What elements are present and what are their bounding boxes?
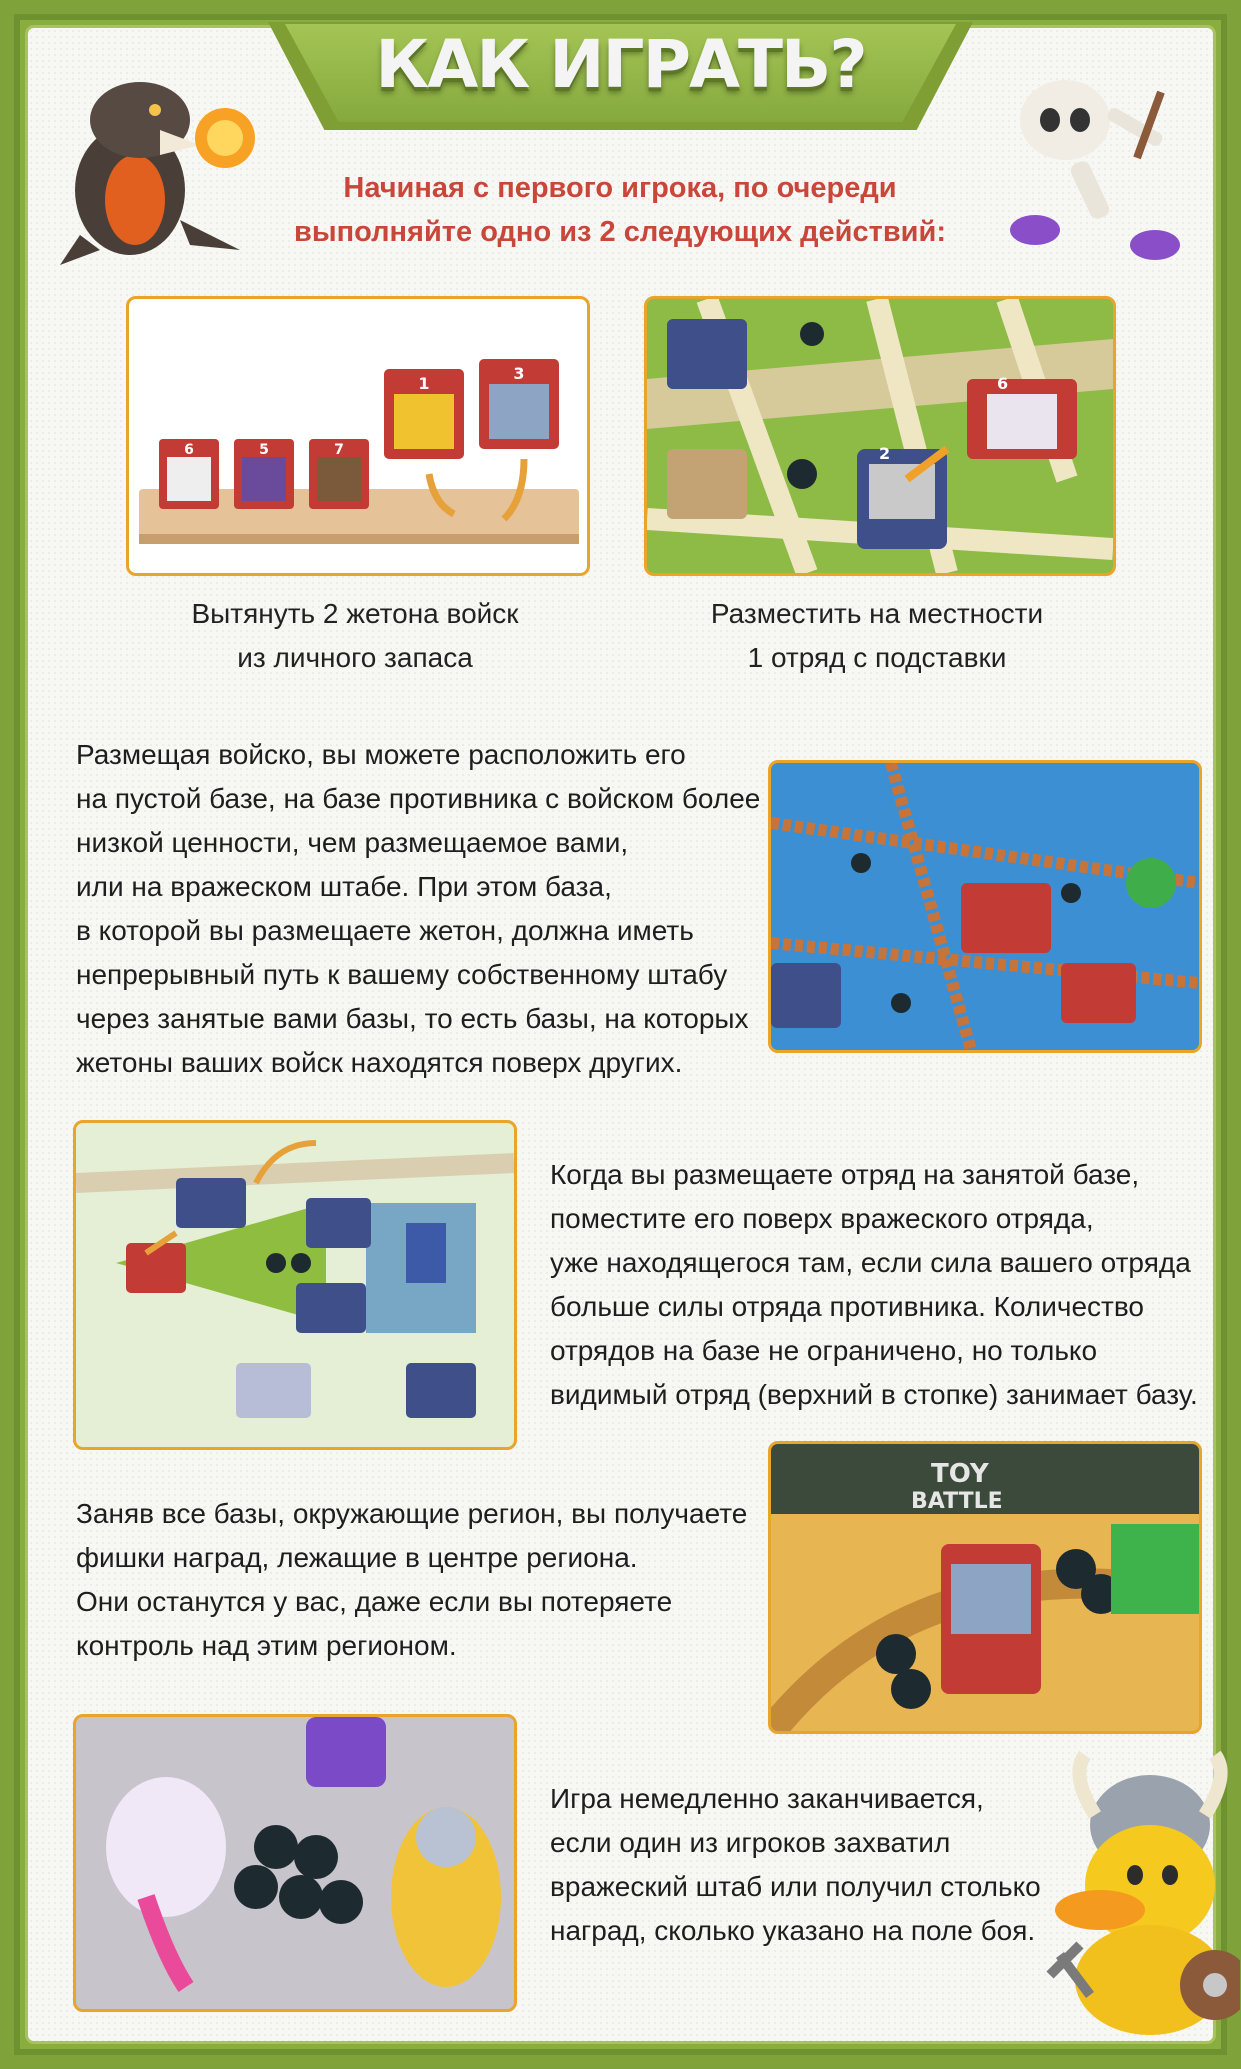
stacking-diagram-photo xyxy=(73,1120,517,1450)
skeleton-mascot-icon xyxy=(995,60,1205,275)
token-rack-photo xyxy=(126,296,590,576)
viking-duck-mascot-icon xyxy=(1040,1735,1240,2035)
text-line: в которой вы размещаете жетон, должна иметь xyxy=(76,915,694,946)
rack-token-value: 6 xyxy=(184,442,194,458)
board-token-value: 6 xyxy=(997,374,1009,393)
water-map-photo xyxy=(768,760,1202,1053)
board-placement-photo xyxy=(644,296,1116,576)
text-line: непрерывный путь к вашему собственному штабу xyxy=(76,959,728,990)
text-line: низкой ценности, чем размещаемое вами, xyxy=(76,827,629,858)
action-right-line-1: Разместить на местности xyxy=(710,598,1044,629)
rack-token-value: 3 xyxy=(513,364,525,383)
intro-line-2: выполняйте одно из 2 следующих действий: xyxy=(294,216,946,248)
text-line: через занятые вами базы, то есть базы, на которых xyxy=(76,1003,749,1034)
text-line: наград, сколько указано на поле боя. xyxy=(550,1915,1036,1946)
text-line: на пустой базе, на базе противника с войском более xyxy=(76,783,761,814)
action-left-line-1: Вытянуть 2 жетона войск xyxy=(191,598,519,629)
action-right-caption xyxy=(644,592,1110,680)
rack-token-value: 5 xyxy=(259,442,269,458)
rack-token-value: 1 xyxy=(418,374,430,393)
toy-battle-logo-line-1: TOY xyxy=(931,1459,989,1489)
text-line: Игра немедленно заканчивается, xyxy=(550,1783,984,1814)
reward-tokens-photo xyxy=(73,1714,517,2012)
text-line: или на вражеском штабе. При этом база, xyxy=(76,871,612,902)
action-left-caption xyxy=(126,592,584,680)
stacking-rules-text xyxy=(550,1153,1210,1417)
text-line: фишки наград, лежащие в центре региона. xyxy=(76,1542,638,1573)
toy-battle-logo-line-2: BATTLE xyxy=(911,1489,1003,1514)
game-end-text xyxy=(550,1777,1070,1953)
text-line: жетоны ваших войск находятся поверх других. xyxy=(76,1047,683,1078)
text-line: контроль над этим регионом. xyxy=(76,1630,457,1661)
toy-battle-board-photo xyxy=(768,1441,1202,1734)
text-line: вражеский штаб или получил столько xyxy=(550,1871,1041,1902)
action-right-line-2: 1 отряд с подставки xyxy=(747,642,1007,673)
rewards-rules-text xyxy=(76,1492,756,1668)
text-line: видимый отряд (верхний в стопке) занимает базу. xyxy=(550,1379,1198,1410)
page-title: КАК ИГРАТЬ? xyxy=(375,26,866,103)
board-token-value: 2 xyxy=(879,444,891,463)
intro-text xyxy=(260,166,980,254)
intro-line-1: Начиная с первого игрока, по очереди xyxy=(343,172,897,204)
text-line: отрядов на базе не ограничено, но только xyxy=(550,1335,1098,1366)
text-line: Размещая войско, вы можете расположить его xyxy=(76,739,686,770)
text-line: если один из игроков захватил xyxy=(550,1827,951,1858)
text-line: Они останутся у вас, даже если вы потеряете xyxy=(76,1586,673,1617)
text-line: поместите его поверх вражеского отряда, xyxy=(550,1203,1094,1234)
trex-mascot-icon xyxy=(40,50,260,270)
rack-token-value: 7 xyxy=(334,442,344,458)
text-line: Когда вы размещаете отряд на занятой базе, xyxy=(550,1159,1140,1190)
placement-rules-text xyxy=(76,733,761,1085)
text-line: больше силы отряда противника. Количество xyxy=(550,1291,1145,1322)
text-line: Заняв все базы, окружающие регион, вы получаете xyxy=(76,1498,748,1529)
text-line: уже находящегося там, если сила вашего отряда xyxy=(550,1247,1191,1278)
action-left-line-2: из личного запаса xyxy=(237,642,473,673)
